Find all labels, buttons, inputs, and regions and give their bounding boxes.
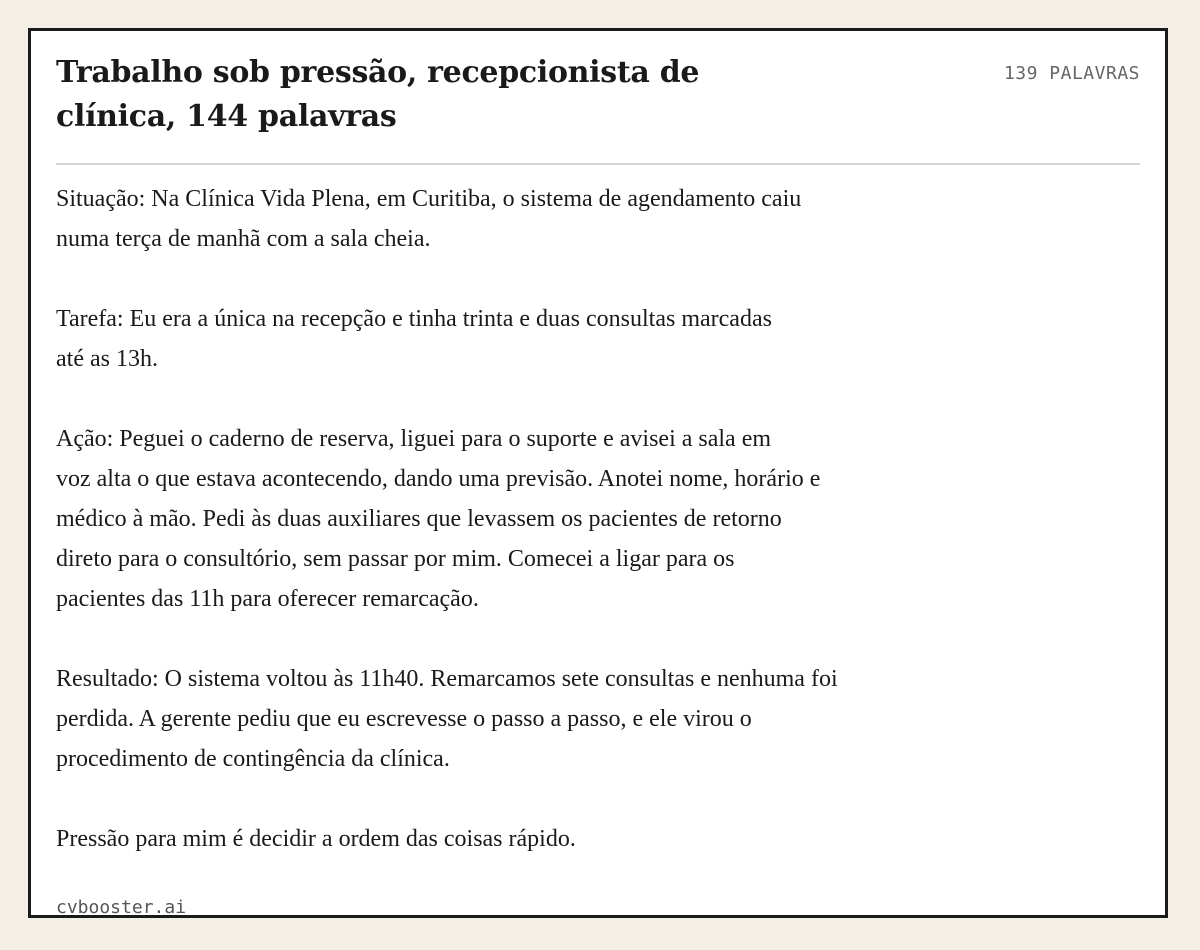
paragraph-result: Resultado: O sistema voltou às 11h40. Remarcamos sete consultas e nenhuma foi perdida. A gerente pediu que eu escrevesse o passo a passo, e ele virou o procedimento de contingência da clínica.: [56, 666, 838, 772]
answer-card: [28, 28, 1168, 918]
answer-body: [56, 179, 1036, 859]
paragraph-situation: Situação: Na Clínica Vida Plena, em Curitiba, o sistema de agendamento caiu numa terça de manhã com a sala cheia.: [56, 186, 802, 252]
paragraph-closing: Pressão para mim é decidir a ordem das coisas rápido.: [56, 826, 576, 852]
paragraph-action: Ação: Peguei o caderno de reserva, liguei para o suporte e avisei a sala em voz alta o que estava acontecendo, dando uma previsão. Anotei nome, horário e médico à mão. Pedi às duas auxiliares que levassem os pacientes de retorno direto para o consultório, sem passar por mim. Comecei a ligar para os pacientes das 11h para oferecer remarcação.: [56, 426, 821, 612]
card-title: Trabalho sob pressão, recepcionista de clínica, 144 palavras: [56, 55, 700, 134]
card-header: [56, 51, 1140, 165]
word-count-badge: 139 PALAVRAS: [1003, 63, 1140, 84]
paragraph-task: Tarefa: Eu era a única na recepção e tinha trinta e duas consultas marcadas até as 13h.: [56, 306, 772, 372]
footer-brand: cvbooster.ai: [56, 897, 187, 918]
